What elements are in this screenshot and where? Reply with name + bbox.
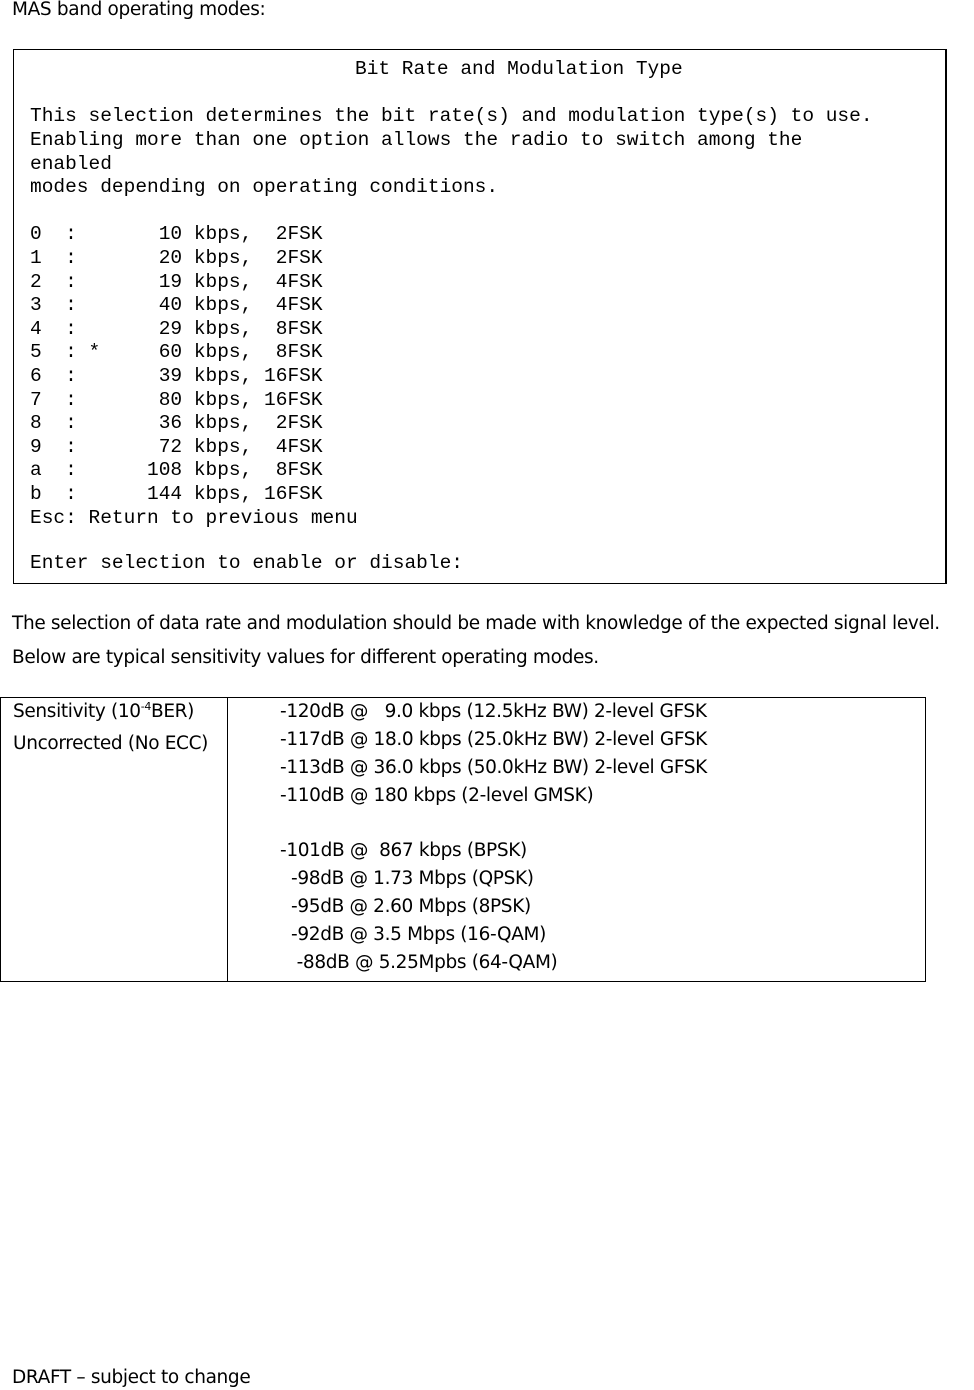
draft-footer: DRAFT – subject to change — [12, 1367, 251, 1388]
sensitivity-value: -120dB @ 9.0 kbps (12.5kHz BW) 2-level GFSK — [280, 701, 707, 722]
terminal-option: 3 : 40 kbps, 4FSK — [30, 294, 323, 316]
terminal-escape-option: Esc: Return to previous menu — [30, 507, 358, 529]
sensitivity-table — [0, 697, 926, 982]
sensitivity-value: -101dB @ 867 kbps (BPSK) — [280, 840, 527, 861]
terminal-option: 1 : 20 kbps, 2FSK — [30, 247, 323, 269]
terminal-menu — [13, 49, 947, 584]
terminal-title: Bit Rate and Modulation Type — [355, 58, 683, 80]
sensitivity-value: -113dB @ 36.0 kbps (50.0kHz BW) 2-level GFSK — [280, 757, 707, 778]
terminal-option: 2 : 19 kbps, 4FSK — [30, 271, 323, 293]
terminal-option: 6 : 39 kbps, 16FSK — [30, 365, 323, 387]
terminal-option: 7 : 80 kbps, 16FSK — [30, 389, 323, 411]
section-intro: MAS band operating modes: — [12, 0, 266, 20]
terminal-option: 9 : 72 kbps, 4FSK — [30, 436, 323, 458]
sensitivity-label: Sensitivity $(10^{-4}BER)$ — [13, 700, 195, 722]
sensitivity-value: -92dB @ 3.5 Mbps (16-QAM) — [280, 924, 546, 945]
terminal-description-line: Enabling more than one option allows the radio to switch among the — [30, 129, 803, 151]
body-paragraph-line: The selection of data rate and modulation should be made with knowledge of the expected signal level. — [12, 613, 940, 634]
body-paragraph-line: Below are typical sensitivity values for different operating modes. — [12, 647, 599, 668]
sensitivity-value: -88dB @ 5.25Mpbs (64-QAM) — [280, 952, 558, 973]
terminal-description-line: This selection determines the bit rate(s) and modulation type(s) to use. — [30, 105, 873, 127]
terminal-option: a : 108 kbps, 8FSK — [30, 459, 323, 481]
table-divider — [227, 698, 228, 981]
terminal-prompt: Enter selection to enable or disable: — [30, 552, 463, 574]
terminal-description-line: modes depending on operating conditions. — [30, 176, 499, 198]
sensitivity-value: -110dB @ 180 kbps (2-level GMSK) — [280, 785, 594, 806]
terminal-option-selected: 5 : * 60 kbps, 8FSK — [30, 341, 323, 363]
terminal-option: b : 144 kbps, 16FSK — [30, 483, 323, 505]
terminal-option: 0 : 10 kbps, 2FSK — [30, 223, 323, 245]
terminal-option: 4 : 29 kbps, 8FSK — [30, 318, 323, 340]
sensitivity-value: -95dB @ 2.60 Mbps (8PSK) — [280, 896, 531, 917]
sensitivity-label-line2: Uncorrected (No ECC) — [13, 733, 209, 754]
sensitivity-value: -98dB @ 1.73 Mbps (QPSK) — [280, 868, 534, 889]
terminal-description-line: enabled — [30, 153, 112, 175]
terminal-option: 8 : 36 kbps, 2FSK — [30, 412, 323, 434]
sensitivity-value: -117dB @ 18.0 kbps (25.0kHz BW) 2-level GFSK — [280, 729, 707, 750]
